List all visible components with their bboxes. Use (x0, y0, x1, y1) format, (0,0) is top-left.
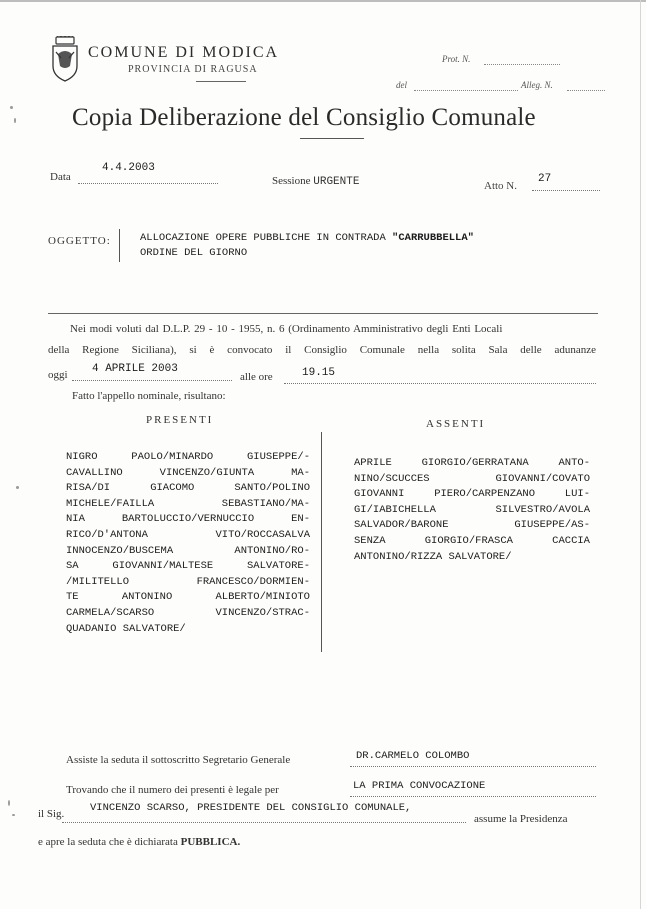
city-crest-icon (50, 36, 80, 82)
scan-speck (12, 814, 15, 816)
presenti-line: CARMELA/SCARSO VINCENZO/STRAC- (66, 606, 310, 619)
header-divider (196, 81, 246, 82)
presenti-line: NIGRO PAOLO/MINARDO GIUSEPPE/- (66, 451, 310, 463)
presenti-line: SA GIOVANNI/MALTESE SALVATORE- (66, 560, 310, 573)
assenti-line: APRILE GIORGIO/GERRATANA ANTO- (354, 457, 590, 469)
preamble-line-1: Nei modi voluti dal D.L.P. 29 - 10 - 1955, n. 6 (Ordinamento Amministrativo degli Enti Locali (70, 323, 503, 335)
scan-top-edge (0, 0, 646, 2)
oggetto-text: ALLOCAZIONE OPERE PUBBLICHE IN CONTRADA (140, 232, 393, 244)
presenti-line: RICO/D'ANTONA VITO/ROCCASALVA (66, 528, 310, 541)
sig-label: il Sig. (38, 808, 65, 820)
data-field-line (78, 182, 218, 184)
presenti-line: QUADANIO SALVATORE/ (66, 622, 186, 635)
scan-speck (16, 486, 19, 489)
ore-field-line (284, 382, 596, 384)
prot-field-line (484, 63, 560, 65)
data-value: 4.4.2003 (102, 162, 155, 174)
convocazione-value: LA PRIMA CONVOCAZIONE (353, 780, 486, 792)
oggi-field-line (72, 379, 232, 381)
sessione-field (272, 175, 359, 188)
oggetto-location: "CARRUBBELLA" (392, 232, 474, 244)
sessione-label: Sessione (272, 175, 311, 187)
assenti-line: NINO/SCUCCES GIOVANNI/COVATO (354, 472, 590, 485)
presenti-line: TE ANTONINO ALBERTO/MINIOTO (66, 591, 310, 604)
presenti-line: NIA BARTOLUCCIO/VERNUCCIO EN- (66, 513, 310, 526)
segretario-name: DR.CARMELO COLOMBO (356, 750, 470, 762)
preamble-line-2: della Regione Siciliana), si è convocato il Consiglio Comunale nella solita Sala delle adunanze (48, 344, 596, 356)
assenti-list (354, 456, 590, 565)
section-divider (48, 313, 598, 314)
alleg-label: Alleg. N. (521, 80, 553, 90)
atto-field-line (532, 189, 600, 191)
scan-speck (8, 800, 10, 806)
document-title: Copia Deliberazione del Consiglio Comunale (72, 104, 536, 131)
presenti-line: RISA/DI GIACOMO SANTO/POLINO (66, 482, 310, 495)
assenti-line: SALVADOR/BARONE GIUSEPPE/AS- (354, 519, 590, 532)
oggetto-divider (119, 229, 120, 262)
column-divider (321, 432, 322, 652)
sig-field-line (62, 821, 466, 823)
scan-right-edge (640, 0, 641, 909)
presenti-list (66, 450, 310, 637)
trovando-field-line (350, 795, 596, 797)
del-field-line (414, 89, 518, 91)
seduta-type: PUBBLICA. (180, 836, 241, 848)
atto-value: 27 (538, 173, 552, 185)
oggetto-line-2: ORDINE DEL GIORNO (140, 247, 248, 259)
assenti-line: ANTONINO/RIZZA SALVATORE/ (354, 550, 512, 563)
oggi-value: 4 APRILE 2003 (92, 363, 178, 375)
ore-label: alle ore (240, 371, 273, 383)
apre-text (38, 836, 240, 848)
presidente-name: VINCENZO SCARSO, PRESIDENTE DEL CONSIGLIO COMUNALE, (90, 802, 412, 814)
atto-label: Atto N. (484, 180, 517, 192)
assenti-line: SENZA GIORGIO/FRASCA CACCIA (354, 534, 590, 547)
presenti-line: /MILITELLO FRANCESCO/DORMIEN- (66, 575, 310, 588)
del-label: del (396, 80, 407, 90)
scan-speck (14, 118, 16, 123)
prot-label: Prot. N. (442, 54, 471, 64)
oggi-label: oggi (48, 369, 68, 381)
presenti-line: MICHELE/FAILLA SEBASTIANO/MA- (66, 497, 310, 510)
presenti-line: CAVALLINO VINCENZO/GIUNTA MA- (66, 466, 310, 479)
assenti-line: GI/IABICHELLA SILVESTRO/AVOLA (354, 503, 590, 516)
ore-value: 19.15 (302, 367, 336, 379)
comune-name: COMUNE DI MODICA (88, 44, 280, 61)
assiste-text: Assiste la seduta il sottoscritto Segretario Generale (66, 754, 291, 766)
presenti-heading: PRESENTI (146, 414, 214, 426)
apre-prefix: e apre la seduta che è dichiarata (38, 836, 181, 848)
assenti-line: GIOVANNI PIERO/CARPENZANO LUI- (354, 488, 590, 501)
scan-speck (10, 106, 13, 109)
assenti-heading: ASSENTI (426, 418, 486, 430)
oggetto-label: OGGETTO: (48, 235, 111, 247)
data-label: Data (50, 171, 71, 183)
assiste-field-line (350, 765, 596, 767)
provincia-name: PROVINCIA DI RAGUSA (128, 64, 258, 75)
sessione-value: URGENTE (313, 176, 360, 188)
presidenza-text: assume la Presidenza (474, 813, 568, 825)
presenti-line: INNOCENZO/BUSCEMA ANTONINO/RO- (66, 544, 310, 557)
title-underline (300, 138, 364, 139)
oggetto-line-1 (140, 232, 474, 244)
appello-text: Fatto l'appello nominale, risultano: (72, 390, 226, 402)
trovando-text: Trovando che il numero dei presenti è legale per (66, 784, 279, 796)
alleg-field-line (567, 89, 605, 91)
